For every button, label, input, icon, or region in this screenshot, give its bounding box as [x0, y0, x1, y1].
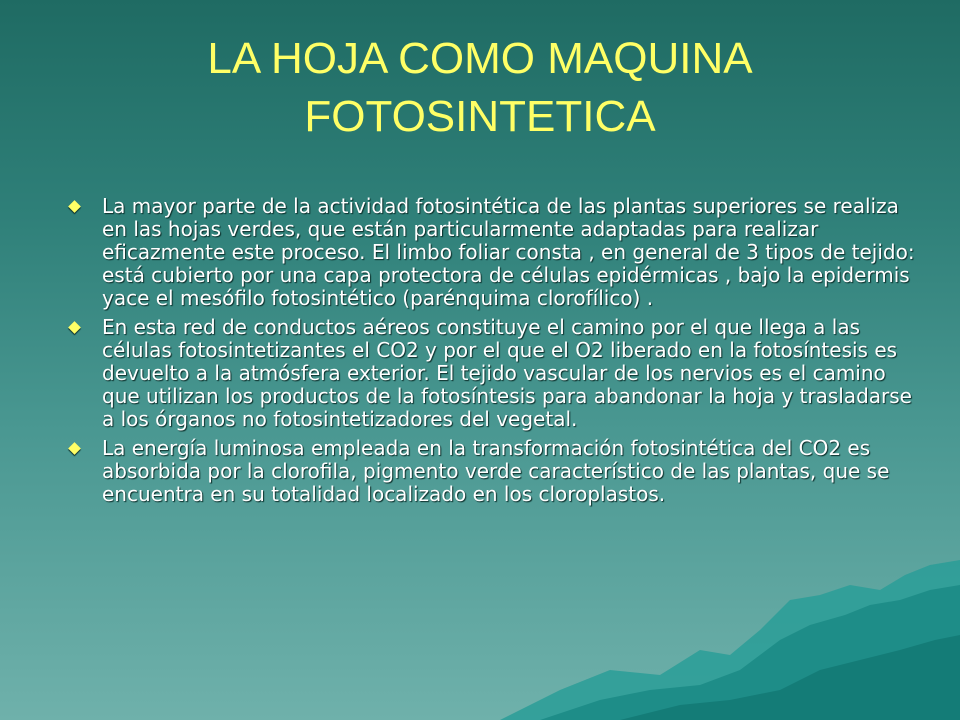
bullet-item — [60, 437, 920, 506]
slide-title — [60, 30, 900, 146]
bullet-item — [60, 316, 920, 431]
title-line-2: FOTOSINTETICA — [304, 92, 656, 141]
bullet-item — [60, 195, 920, 310]
diamond-bullet-icon — [68, 200, 81, 213]
bullet-list — [60, 195, 920, 512]
title-line-1: LA HOJA COMO MAQUINA — [207, 34, 753, 83]
diamond-bullet-icon — [68, 321, 81, 334]
bullet-text: La energía luminosa empleada en la transformación fotosintética del CO2 es absorbida por la clorofila, pigmento verde característico de las plantas, que se encuentra en su totalidad localizado en los cloroplastos. — [102, 436, 890, 506]
diamond-bullet-icon — [68, 442, 81, 455]
bullet-text: La mayor parte de la actividad fotosintética de las plantas superiores se realiza en las hojas verdes, que están particularmente adaptadas para realizar eficazmente este proceso. El limbo foliar consta , en general de 3 tipos de tejido: está cubierto por una capa protectora de células epidérmicas , bajo la epidermis yace el mesófilo fotosintético (parénquima clorofílico) . — [102, 194, 915, 310]
bullet-text: En esta red de conductos aéreos constituye el camino por el que llega a las células fotosintetizantes el CO2 y por el que el O2 liberado en la fotosíntesis es devuelto a la atmósfera exterior. El tejido vascular de los nervios es el camino que utilizan los productos de la fotosíntesis para abandonar la hoja y trasladarse a los órganos no fotosintetizadores del vegetal. — [102, 315, 912, 431]
